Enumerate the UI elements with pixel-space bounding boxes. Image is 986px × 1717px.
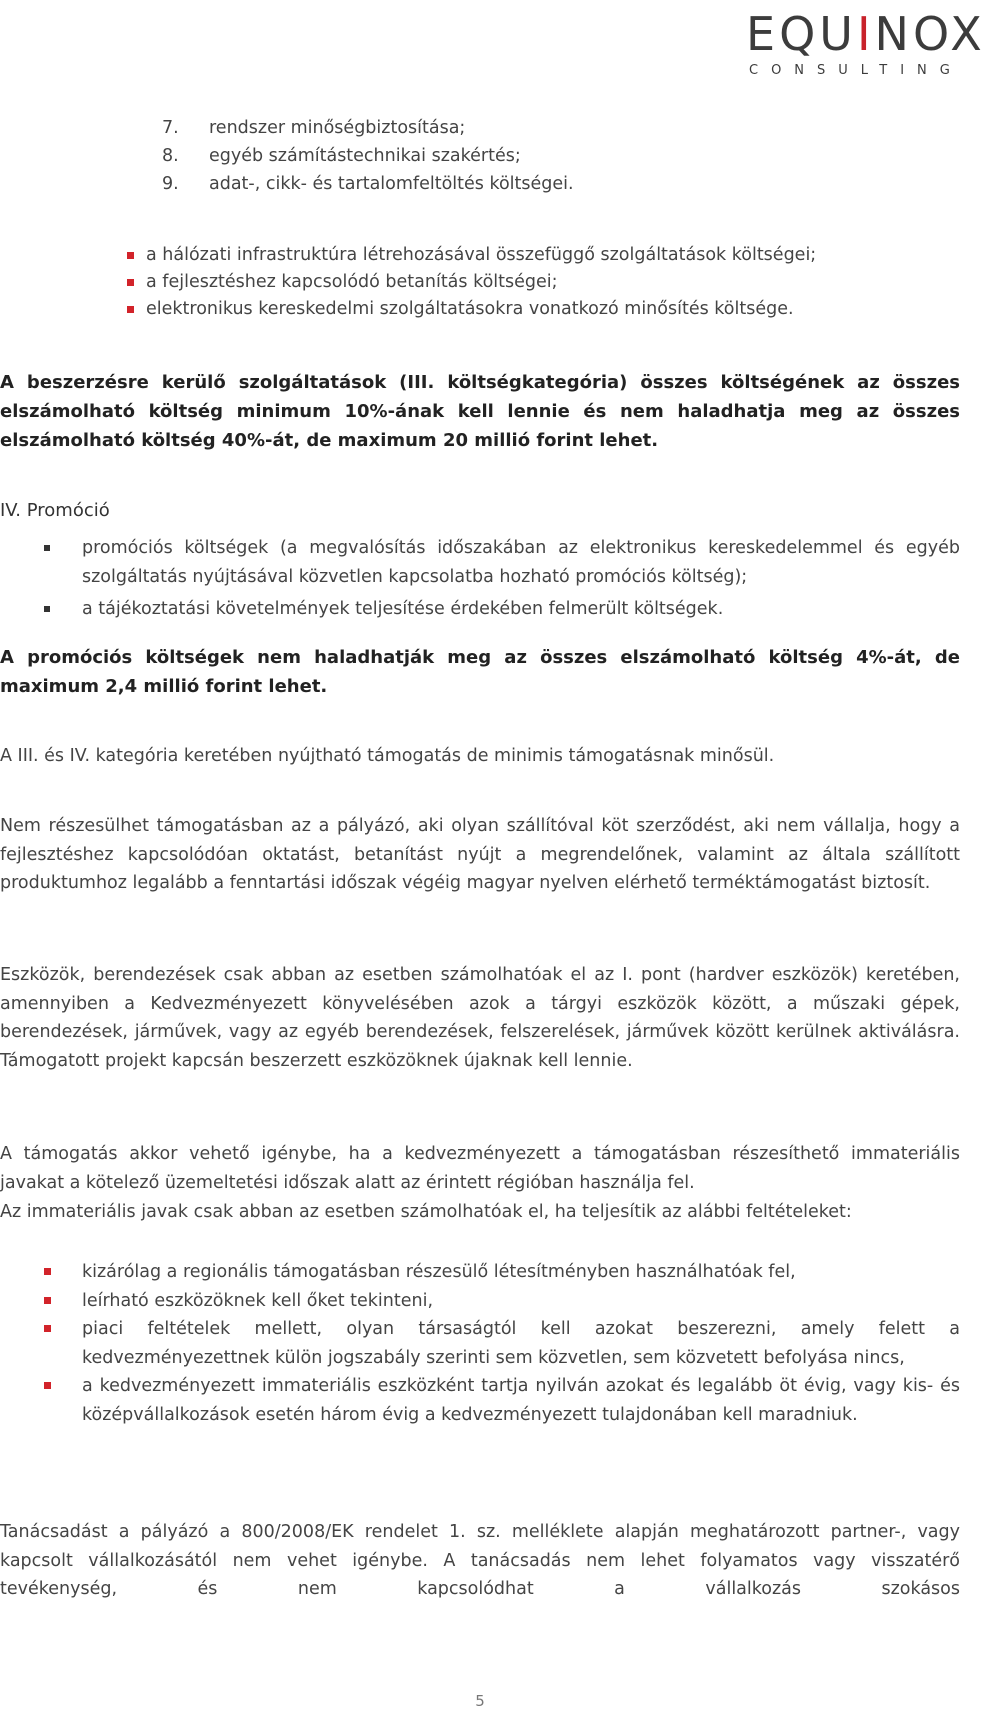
bullet-icon (44, 1297, 51, 1304)
bullet-list-conditions (0, 1258, 960, 1429)
bullet-list-costs (0, 242, 960, 323)
list-item: promóciós költségek (a megvalósítás időszakában az elektronikus kereskedelemmel és egyéb szolgáltatás nyújtásával közvetlen kapcsolatba hozható promóciós költség); (0, 534, 960, 591)
paragraph-intangibles-conditions: Az immateriális javak csak abban az esetben számolhatóak el, ha teljesítik az alábbi feltételeket: (0, 1202, 852, 1222)
bold-paragraph-promotion: A promóciós költségek nem haladhatják meg az összes elszámolható költség 4%-át, de maximum 2,4 millió forint lehet. (0, 647, 960, 697)
list-item: a hálózati infrastruktúra létrehozásával összefüggő szolgáltatások költségei; (0, 242, 960, 269)
equinox-logo (746, 7, 986, 80)
paragraph-intangibles-use: A támogatás akkor vehető igénybe, ha a kedvezményezett a támogatásban részesíthető immateriális javakat a kötelező üzemeltetési időszak alatt az érintett régióban használja fel. (0, 1144, 960, 1193)
section-heading-iv: IV. Promóció (0, 500, 110, 521)
bullet-icon (44, 545, 50, 551)
list-item: elektronikus kereskedelmi szolgáltatásokra vonatkozó minősítés költsége. (0, 296, 960, 323)
document-page: EQUINOX CONSULTING 7. rendszer minőségbiztosítása; 8. egyéb számítástechnikai szakértés; 9. adat-, cikk- és tartalomfeltöltés költségei. a hálózati infrastruktúra létrehozásával összefüggő szolgáltatások költségei; a fejlesztéshez kapcsolódó betanítás költségei; elektronikus kereskedelmi szolgáltatásokra vonatkozó minősítés költsége. A beszerzésre kerülő szolgáltatások (III. költségkategória) összes költségének az összes elszámolható költség minimum 10%-ának kell lennie és nem haladhatja meg az összes elszámolható költség 40%-át, de maximum 20 millió forint lehet. IV. Promóció promóciós költségek (a megvalósítás időszakában az elektronikus kereskedelemmel és egyéb szolgáltatás nyújtásával közvetlen kapcsolatba hozható promóciós költség); a tájékoztatási követelmények teljesítése érdekében felmerült költségek. A promóciós költségek nem haladhatják meg az összes elszámolható költség 4%-át, de maximum 2,4 millió forint lehet. A III. és IV. kategória keretében nyújtható támogatás de minimis támogatásnak minősül. Nem részesülhet támogatásban az a pályázó, aki olyan szállítóval köt szerződést, aki nem vállalja, hogy a fejlesztéshez kapcsolódóan oktatást, betanítást nyújt a megrendelőnek, valamint az általa szállított produktumhoz legalább a fenntartási időszak végéig magyar nyelven elérhető terméktámogatást biztosít. Eszközök, berendezések csak abban az esetben számolhatóak el az I. pont (hardver eszközök) keretében, amennyiben a Kedvezményezett könyvelésében azok a tárgyi eszközök között, a műszaki gépek, berendezések, járművek, vagy az egyéb berendezések, felszerelések, járművek között kerülnek aktiválásra. Támogatott projekt kapcsán beszerzett eszközöknek újaknak kell lennie. A támogatás akkor vehető igénybe, ha a kedvezményezett a támogatásban részesíthető immateriális javakat a kötelező üzemeltetési időszak alatt az érintett régióban használja fel. Az immateriális javak csak abban az esetben számolhatóak el, ha teljesítik az alábbi feltételeket: kizárólag a regionális támogatásban részesülő létesítményben használhatóak fel, leírható eszközöknek kell őket tekinteni, piaci feltételek mellett, olyan társaságtól kell azokat beszerezni, amely felett a kedvezményezettnek külön jogszabály szerinti sem közvetlen, sem közvetett befolyása nincs, a kedvezményezett immateriális eszközként tartja nyilván azokat és legalább öt évig, vagy kis- és középvállalkozások esetén három évig a kedvezményezett tulajdonában kell maradniuk. Tanácsadást a pályázó a 800/2008/EK rendelet 1. sz. melléklete alapján meghatározott partner-, vagy kapcsolt vállalkozásától nem vehet igénybe. A tanácsadás nem lehet folyamatos vagy visszatérő tevékenység, és nem kapcsolódhat a vállalkozás szokásos 5 (0, 7, 986, 1710)
bullet-icon (127, 306, 134, 313)
bullet-icon (44, 1382, 51, 1389)
bullet-icon (127, 279, 134, 286)
list-item: a kedvezményezett immateriális eszközként tartja nyilván azokat és legalább öt évig, vagy kis- és középvállalkozások esetén három évig a kedvezményezett tulajdonában kell maradniuk. (0, 1372, 960, 1429)
paragraph-de-minimis: A III. és IV. kategória keretében nyújtható támogatás de minimis támogatásnak minősül. (0, 746, 775, 766)
list-item: leírható eszközöknek kell őket tekinteni, (0, 1287, 960, 1316)
list-item: a fejlesztéshez kapcsolódó betanítás költségei; (0, 269, 960, 296)
list-item: piaci feltételek mellett, olyan társaságtól kell azokat beszerezni, amely felett a kedvezményezettnek külön jogszabály szerinti sem közvetlen, sem közvetett befolyása nincs, (0, 1315, 960, 1372)
bullet-icon (44, 606, 50, 612)
bullet-icon (44, 1268, 51, 1275)
list-item: a tájékoztatási követelmények teljesítése érdekében felmerült költségek. (0, 595, 960, 624)
bullet-list-promotion (0, 534, 960, 624)
logo-main-text: EQUINOX (746, 7, 986, 61)
paragraph-supplier: Nem részesülhet támogatásban az a pályázó, aki olyan szállítóval köt szerződést, aki nem vállalja, hogy a fejlesztéshez kapcsolódóan oktatást, betanítást nyújt a megrendelőnek, valamint az általa szállított produktumhoz legalább a fenntartási időszak végéig magyar nyelven elérhető terméktámogatást biztosít. (0, 816, 960, 893)
page-number: 5 (475, 1692, 485, 1710)
list-item: kizárólag a regionális támogatásban részesülő létesítményben használhatóak fel, (0, 1258, 960, 1287)
paragraph-consulting: Tanácsadást a pályázó a 800/2008/EK rendelet 1. sz. melléklete alapján meghatározott partner-, vagy kapcsolt vállalkozásától nem vehet igénybe. A tanácsadás nem lehet folyamatos vagy visszatérő tevékenység, és nem kapcsolódhat a vállalkozás szokásos (0, 1522, 960, 1599)
paragraph-assets: Eszközök, berendezések csak abban az esetben számolhatóak el az I. pont (hardver eszközök) keretében, amennyiben a Kedvezményezett könyvelésében azok a tárgyi eszközök között, a műszaki gépek, berendezések, járművek, vagy az egyéb berendezések, felszerelések, járművek között kerülnek aktiválásra. Támogatott projekt kapcsán beszerzett eszközöknek újaknak kell lennie. (0, 965, 960, 1071)
bullet-icon (44, 1325, 51, 1332)
bold-paragraph-services: A beszerzésre kerülő szolgáltatások (III. költségkategória) összes költségének az összes elszámolható költség minimum 10%-ának kell lennie és nem haladhatja meg az összes elszámolható költség 40%-át, de maximum 20 millió forint lehet. (0, 372, 960, 451)
logo-sub-text: CONSULTING (749, 63, 963, 78)
bullet-icon (127, 252, 134, 259)
